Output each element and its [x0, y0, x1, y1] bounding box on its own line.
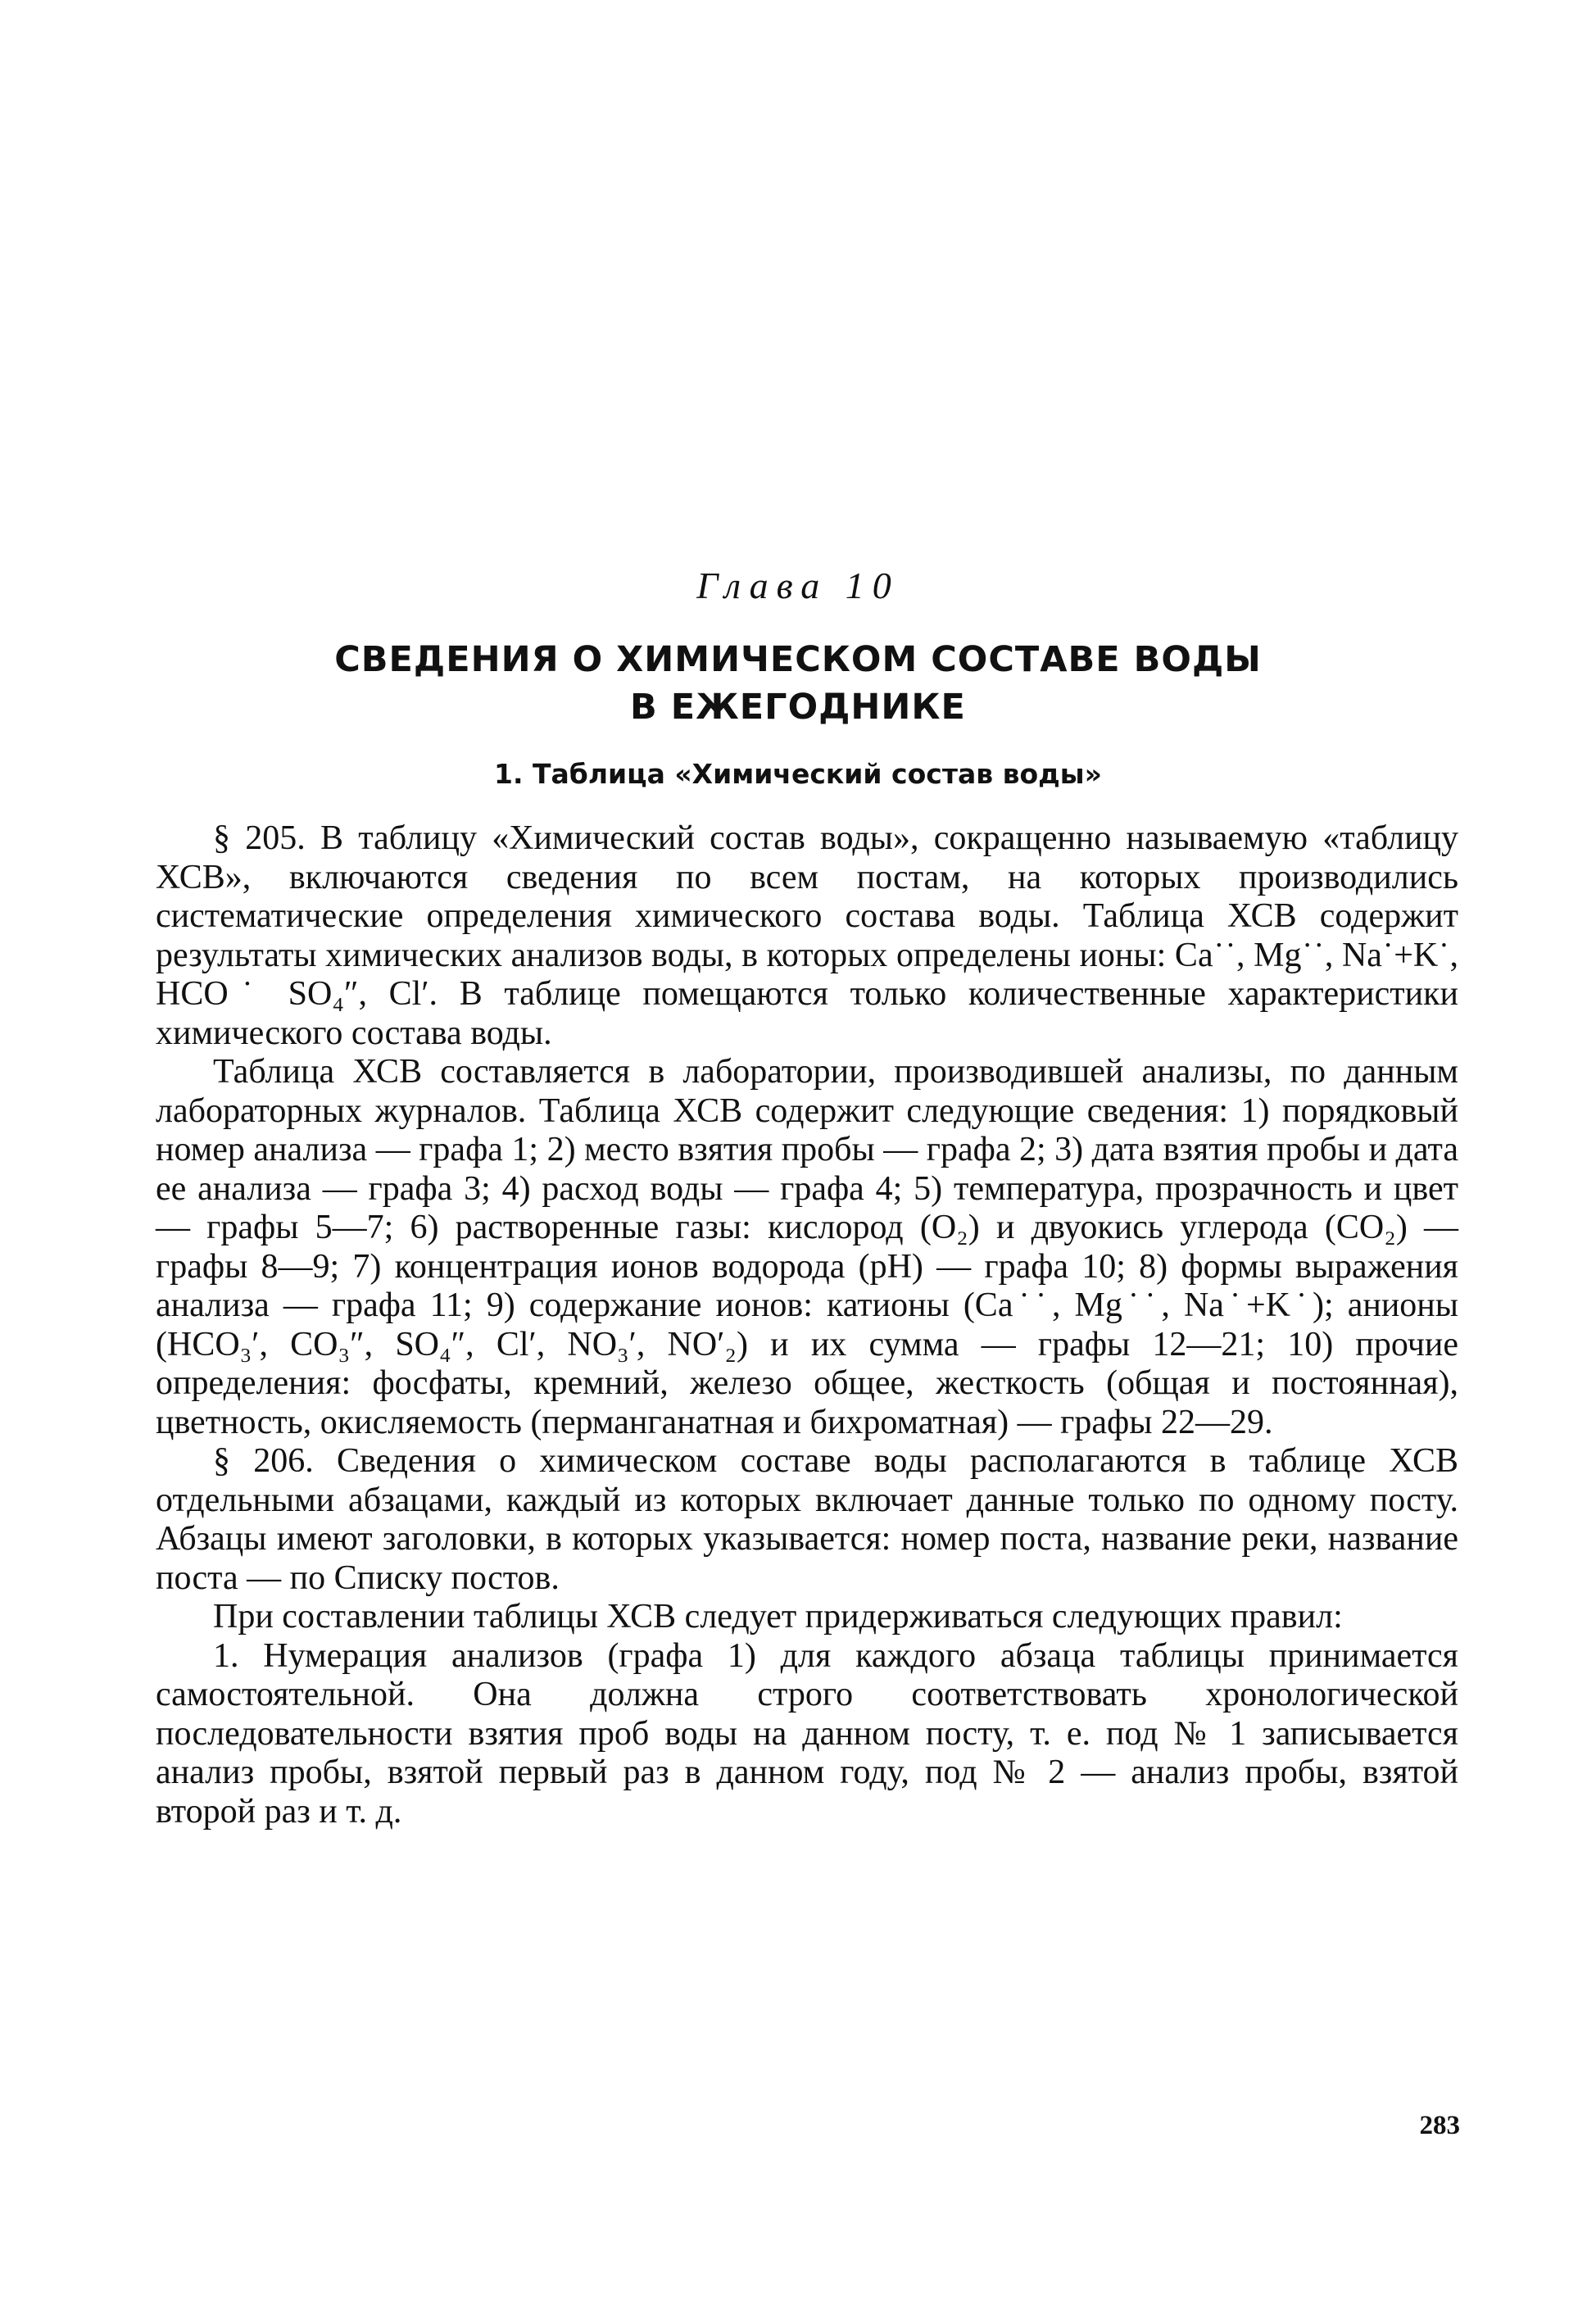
- paragraph-rules-intro: При составлении таблицы ХСВ следует придерживаться следующих правил:: [213, 1598, 1343, 1636]
- paragraph-206: § 206. Сведения о химическом составе воды располагаются в таблице ХСВ отдельными абзацами, каждый из которых включает данные только по одному посту. Абзацы имеют заголовки, в которых указывается: номер поста, название реки, название поста — по Списку постов.: [156, 1442, 1458, 1597]
- body-text: [156, 819, 1458, 1831]
- page-number: 283: [1419, 2111, 1460, 2140]
- chapter-title-line-1: СВЕДЕНИЯ О ХИМИЧЕСКОМ СОСТАВЕ ВОДЫ: [334, 639, 1262, 680]
- paragraph-205: § 205. В таблицу «Химический состав воды», сокращенно называемую «таблицу ХСВ», включаются сведения по всем постам, на которых производились систематические определения химического состава воды. Таблица ХСВ содержит результаты химических анализов воды, в которых определены ионы: Ca˙˙, Mg˙˙, Na˙+K˙, HCO˙ SO₄″, Cl′. В таблице помещаются только количественные характеристики химического состава воды.: [156, 819, 1458, 1052]
- chapter-label: Глава 10: [696, 565, 900, 606]
- section-heading: 1. Таблица «Химический состав воды»: [494, 758, 1102, 790]
- paragraph-table-contents: Таблица ХСВ составляется в лаборатории, производившей анализы, по данным лабораторных журналов. Таблица ХСВ содержит следующие сведения: 1) порядковый номер анализа — графа 1; 2) место взятия пробы — графа 2; 3) дата взятия пробы и дата ее анализа — графа 3; 4) расход воды — графа 4; 5) температура, прозрачность и цвет — графы 5—7; 6) растворенные газы: кислород (O₂) и двуокись углерода (CO₂) — графы 8—9; 7) концентрация ионов водорода (pH) — графа 10; 8) формы выражения анализа — графа 11; 9) содержание ионов: катионы (Ca˙˙, Mg˙˙, Na˙+K˙); анионы (HCO₃′, CO₃″, SO₄″, Cl′, NO₃′, NO′₂) и их сумма — графы 12—21; 10) прочие определения: фосфаты, кремний, железо общее, жесткость (общая и постоянная), цветность, окисляемость (перманганатная и бихроматная) — графы 22—29.: [156, 1053, 1458, 1441]
- chapter-title-line-2: В ЕЖЕГОДНИКЕ: [630, 687, 966, 728]
- paragraph-rule-1: 1. Нумерация анализов (графа 1) для каждого абзаца таблицы принимается самостоятельной. Она должна строго соответствовать хронологической последовательности взятия проб воды на данном посту, т. е. под № 1 записывается анализ пробы, взятой первый раз в данном году, под № 2 — анализ пробы, взятой второй раз и т. д.: [156, 1636, 1458, 1831]
- chapter-title: [0, 636, 1596, 731]
